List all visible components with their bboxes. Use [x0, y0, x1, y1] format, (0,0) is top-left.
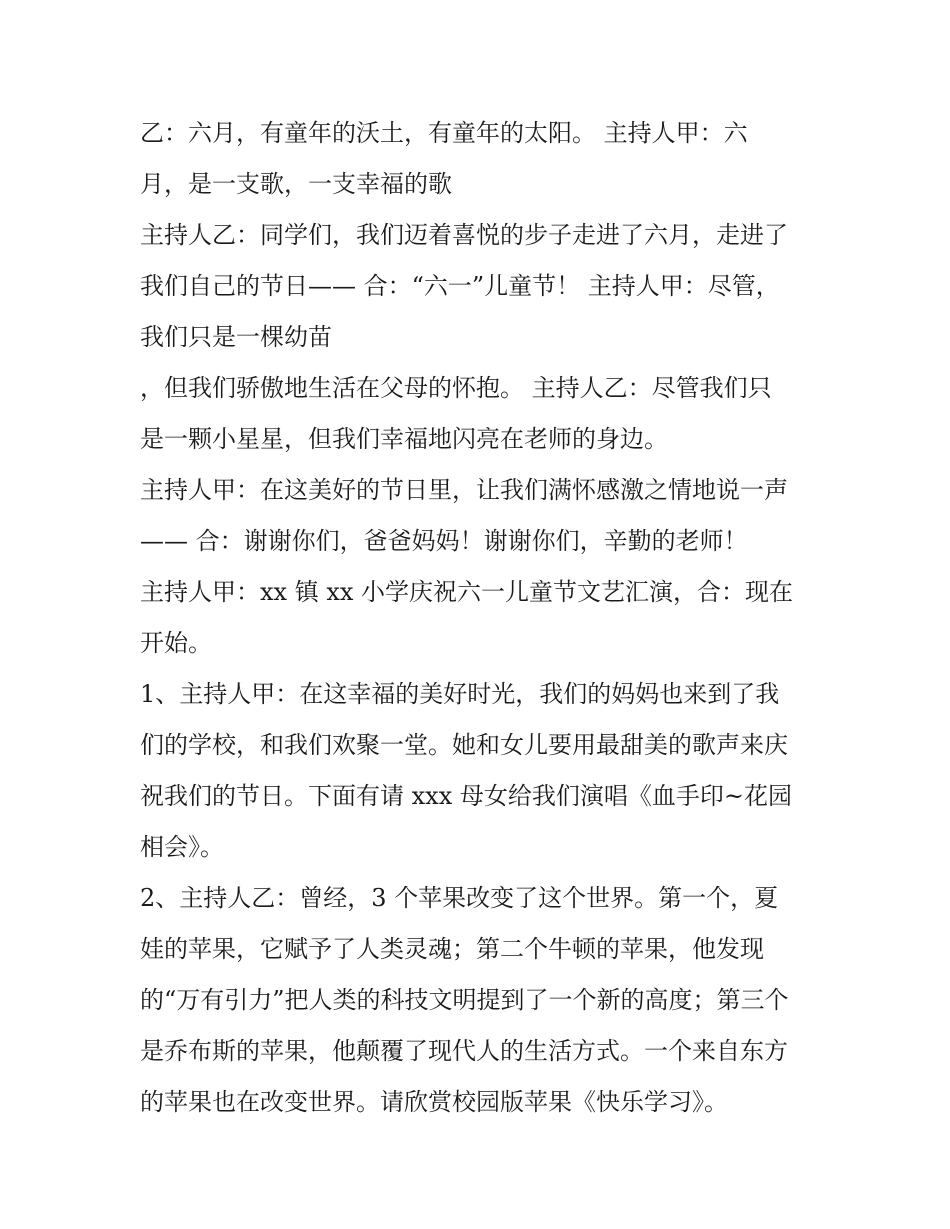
text-line: 的苹果也在改变世界。请欣赏校园版苹果《快乐学习》。: [140, 1088, 728, 1116]
text-line: —— 合：谢谢你们，爸爸妈妈！谢谢你们，辛勤的老师！: [140, 527, 748, 555]
text-line: 2、主持人乙：曾经，3 个苹果改变了这个世界。第一个，夏: [140, 884, 779, 912]
text-line: ，但我们骄傲地生活在父母的怀抱。 主持人乙：尽管我们只: [140, 374, 772, 402]
text-line: 祝我们的节日。下面有请 xxx 母女给我们演唱《血手印~花园: [140, 782, 792, 810]
text-line: 我们自己的节日—— 合：“六一”儿童节！ 主持人甲：尽管，: [140, 272, 780, 300]
document-body: [140, 108, 820, 1128]
text-line: 们的学校，和我们欢聚一堂。她和女儿要用最甜美的歌声来庆: [140, 731, 788, 759]
text-line: 主持人甲：xx 镇 xx 小学庆祝六一儿童节文艺汇演，合：现在: [140, 578, 794, 606]
text-line: 主持人乙：同学们，我们迈着喜悦的步子走进了六月，走进了: [140, 221, 788, 249]
text-line: 主持人甲：在这美好的节日里，让我们满怀感激之情地说一声: [140, 476, 788, 504]
text-line: 相会》。: [140, 833, 224, 861]
text-line: 乙：六月，有童年的沃土，有童年的太阳。 主持人甲：六: [140, 119, 748, 147]
text-line: 开始。: [140, 629, 212, 657]
text-line: 是一颗小星星，但我们幸福地闪亮在老师的身边。: [140, 425, 668, 453]
text-line: 娃的苹果，它赋予了人类灵魂；第二个牛顿的苹果，他发现: [140, 935, 764, 963]
text-line: 月，是一支歌，一支幸福的歌: [140, 170, 452, 198]
text-line: 1、主持人甲：在这幸福的美好时光，我们的妈妈也来到了我: [140, 680, 780, 708]
text-line: 是乔布斯的苹果，他颠覆了现代人的生活方式。一个来自东方: [140, 1037, 788, 1065]
text-line: 的“万有引力”把人类的科技文明提到了一个新的高度；第三个: [140, 986, 789, 1014]
text-line: 我们只是一棵幼苗: [140, 323, 332, 351]
